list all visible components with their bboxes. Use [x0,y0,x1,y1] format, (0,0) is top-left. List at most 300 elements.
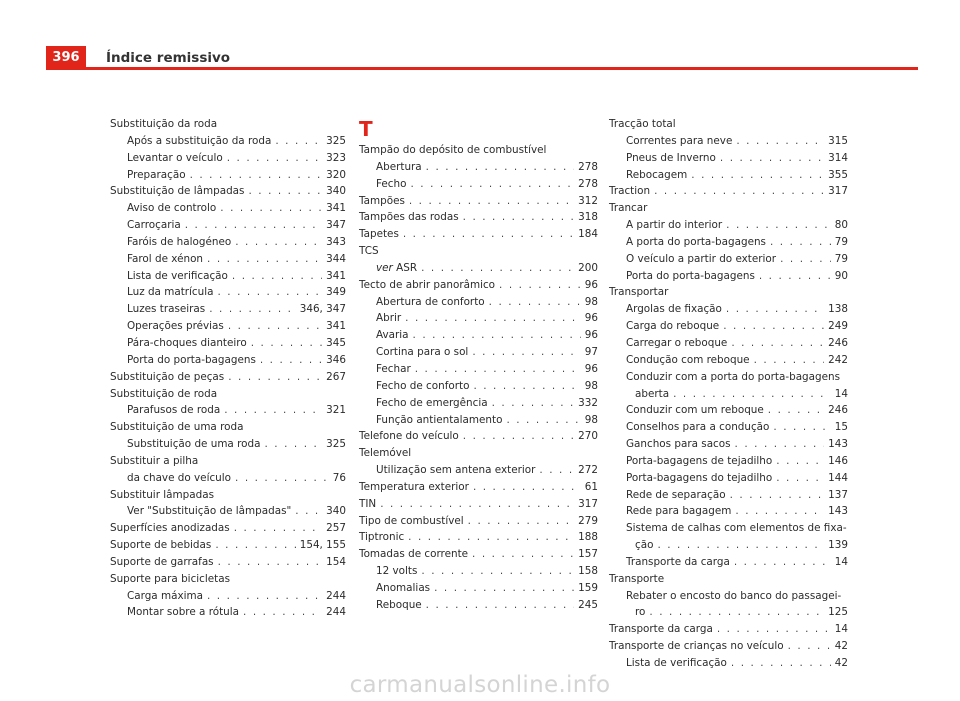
index-subentry [359,378,598,395]
dot-leader [472,546,574,563]
index-entry-label: Rede para bagagem [626,505,732,518]
dot-leader [295,503,322,520]
index-entry-label: Fechar [376,362,411,375]
dot-leader [220,200,322,217]
index-entry [110,419,346,436]
index-page-ref: 257 [326,522,346,535]
dot-leader [735,436,825,453]
index-subentry [609,402,848,419]
index-subentry [359,412,598,429]
dot-leader [539,462,574,479]
index-page-ref: 245 [578,598,598,611]
index-page-ref: 138 [828,303,848,316]
index-subentry [609,167,848,184]
index-page-ref: 146 [828,454,848,467]
index-page-ref: 343 [326,235,346,248]
index-entry-label: Carregar o reboque [626,336,728,349]
index-subentry [359,327,598,344]
index-entry [609,116,848,133]
index-page-ref: 345 [326,336,346,349]
dot-leader [215,537,295,554]
index-entry-label: Transportar [609,286,669,299]
index-entry-label: Tampão do depósito de combustível [359,144,547,156]
index-page-ref: 325 [326,438,346,451]
index-subentry [110,133,346,150]
dot-leader [415,361,581,378]
index-subentry [609,554,848,571]
index-entry-label: Rebater o encosto do banco do passagei- [626,589,842,602]
index-entry-label: Pneus de Inverno [626,151,716,164]
index-subentry [359,176,598,193]
index-entry-label: Após a substituição da roda [127,134,272,147]
index-entry-label: Fecho [376,177,407,190]
index-subentry [110,251,346,268]
index-entry [359,226,598,243]
index-subentry [110,604,346,621]
dot-leader [770,234,831,251]
index-entry-label: Suporte de garrafas [110,555,214,568]
index-entry-label: Substituição de lâmpadas [110,185,245,198]
index-entry-label: Abertura de conforto [376,295,485,308]
index-subentry [359,563,598,580]
index-entry-label: Fecho de conforto [376,379,470,392]
index-entry-label: Reboque [376,598,422,611]
index-page-ref: 184 [578,228,598,241]
index-subentry [359,462,598,479]
index-entry-label: Pára-choques dianteiro [127,336,247,349]
dot-leader [726,301,824,318]
index-subentry [609,503,848,520]
dot-leader [788,638,831,655]
index-subentry [359,310,598,327]
index-entry-text: ASR [396,261,418,274]
index-page-ref: 341 [326,269,346,282]
index-subentry [359,294,598,311]
index-entry [359,277,598,294]
index-page-ref: 315 [828,134,848,147]
index-entry [359,209,598,226]
index-entry-label: ro [635,606,646,619]
index-entry-label: Transporte da carga [626,555,730,568]
index-page-ref: 279 [578,514,598,527]
index-page-ref: 159 [578,581,598,594]
page-number: 396 [46,46,86,70]
index-entry-label: Levantar o veículo [127,151,223,164]
index-page-ref: 267 [326,370,346,383]
index-entry-label: Correntes para neve [626,134,733,147]
index-entry [359,445,598,462]
dot-leader [754,352,825,369]
index-entry-label: Conselhos para a condução [626,421,770,434]
dot-leader [426,159,574,176]
dot-leader [421,563,574,580]
index-subentry [609,520,848,537]
index-subentry [110,352,346,369]
dot-leader [463,209,575,226]
dot-leader [207,588,322,605]
index-entry-label: Operações prévias [127,320,224,333]
index-entry-label: Utilização sem antena exterior [376,464,536,477]
index-subentry [609,453,848,470]
index-page-ref: 347 [326,219,346,232]
watermark: carmanualsonline.info [349,672,611,698]
index-entry-label: Tipo de combustível [359,514,464,527]
index-subentry [359,159,598,176]
index-page-ref: 139 [828,539,848,552]
index-entry-label: Substituição da roda [110,118,218,130]
dot-leader [691,167,824,184]
index-subentry [110,470,346,487]
index-entry [609,571,848,588]
index-page-ref: 325 [326,134,346,147]
dot-leader [190,167,323,184]
index-entry-label: Carga do reboque [626,320,720,333]
index-entry-label: Conduzir com a porta do porta-bagagens [626,370,841,383]
index-page-ref: 76 [332,471,346,484]
dot-leader [408,529,574,546]
index-entry-label: Porta do porta-bagagens [127,353,256,366]
dot-leader [413,327,581,344]
index-page-ref: 144 [828,471,848,484]
index-entry-label: Luz da matrícula [127,286,214,299]
dot-leader [768,402,824,419]
index-entry-label: Porta-bagagens de tejadilho [626,454,773,467]
index-page-ref: 355 [828,168,848,181]
index-entry-label: Tampões das rodas [359,211,459,224]
index-entry [110,537,346,554]
index-entry-label: ção [635,539,654,552]
dot-leader [723,318,824,335]
index-entry [110,369,346,386]
dot-leader [405,310,581,327]
index-entry-label: Substituição de uma roda [127,438,261,451]
index-entry-label: Substituição de uma roda [110,421,244,434]
index-page-ref: 321 [326,404,346,417]
index-entry-label: Substituir lâmpadas [110,488,214,501]
dot-leader [275,133,322,150]
index-page-ref: 15 [834,421,848,434]
index-page-ref: 244 [326,589,346,602]
dot-leader [434,580,574,597]
index-subentry [609,419,848,436]
dot-leader [736,133,824,150]
index-entry-label: Carga máxima [127,589,203,602]
index-subentry [110,588,346,605]
dot-leader [499,277,581,294]
index-entry [110,453,346,470]
index-subentry [609,335,848,352]
index-page-ref: 96 [584,312,598,325]
index-page-ref: 200 [578,261,598,274]
index-entry-label: Traction [609,185,651,198]
index-entry-label: TCS [359,245,379,258]
index-subentry [609,386,848,403]
index-subentry [110,167,346,184]
index-entry-label: Superfícies anodizadas [110,522,230,535]
index-subentry [609,369,848,386]
index-page-ref: 278 [578,177,598,190]
index-entry-label: Porta-bagagens do tejadilho [626,471,773,484]
index-subentry [609,217,848,234]
index-page-ref: 246 [828,336,848,349]
index-entry-prefix: ver [376,261,393,274]
index-subentry [609,470,848,487]
index-column-2 [359,116,598,614]
index-entry [609,284,848,301]
dot-leader [463,428,574,445]
index-entry-label: Abertura [376,160,422,173]
index-column-1 [110,116,346,621]
index-subentry [110,200,346,217]
index-entry-label: Abrir [376,312,402,325]
dot-leader [209,301,296,318]
index-subentry [609,268,848,285]
index-entry-label: Transporte de crianças no veículo [609,640,784,653]
index-page-ref: 314 [828,151,848,164]
index-entry-label: Tampões [359,194,405,207]
dot-leader [731,655,831,672]
index-column-3 [609,116,848,672]
index-entry [609,200,848,217]
dot-leader [409,193,574,210]
index-page-ref: 97 [584,346,598,359]
index-entry [359,243,598,260]
index-entry-label: Porta do porta-bagagens [626,269,755,282]
index-page-ref: 341 [326,320,346,333]
index-entry-label: Suporte de bebidas [110,539,212,552]
dot-leader [235,234,322,251]
index-subentry [609,133,848,150]
dot-leader [207,251,322,268]
index-entry [609,621,848,638]
dot-leader [228,369,322,386]
index-section-letter: T [359,117,373,141]
index-page-ref: 242 [828,353,848,366]
index-page-ref: 98 [584,379,598,392]
index-entry-label: Fecho de emergência [376,396,488,409]
index-page-ref: 346, 347 [299,303,346,316]
index-entry-label: Tracção total [609,118,676,130]
dot-leader [472,344,580,361]
index-subentry [609,318,848,335]
index-entry-label: Suporte para bicicletas [110,572,231,585]
index-subentry [110,301,346,318]
index-page-ref: 332 [578,396,598,409]
index-entry-label: Anomalias [376,581,431,594]
index-page-ref: 42 [834,657,848,669]
index-page-ref: 143 [828,505,848,518]
index-page-ref: 346 [326,353,346,366]
index-entry-label: Substituir a pilha [110,454,199,467]
index-page-ref: 80 [834,219,848,232]
index-entry [359,479,598,496]
index-entry-label: Montar sobre a rótula [127,606,240,619]
dot-leader [243,604,322,621]
index-subentry [110,150,346,167]
index-entry-label [376,260,417,277]
index-entry [359,428,598,445]
dot-leader [260,352,322,369]
dot-leader [717,621,831,638]
index-subentry [609,604,848,621]
index-page-ref: 312 [578,194,598,207]
header-rule [86,67,918,70]
dot-leader [410,176,574,193]
dot-leader [227,150,322,167]
index-entry-label: Telemóvel [359,447,412,460]
index-entry [359,529,598,546]
dot-leader [473,479,581,496]
index-entry-label: Sistema de calhas com elementos de fixa- [626,522,847,535]
index-page-ref: 158 [578,565,598,578]
index-page-ref: 341 [326,202,346,215]
dot-leader [380,496,574,513]
index-subentry [110,217,346,234]
dot-leader [780,251,831,268]
index-page-ref: 278 [578,160,598,173]
index-entry [359,142,598,159]
dot-leader [734,554,831,571]
index-page-ref: 344 [326,252,346,265]
index-subentry [609,251,848,268]
index-entry-label: Luzes traseiras [127,303,206,316]
dot-leader [251,335,322,352]
dot-leader [654,183,824,200]
index-page-ref: 154 [326,555,346,568]
index-subentry [359,344,598,361]
index-entry-label: A porta do porta-bagagens [626,235,766,248]
dot-leader [776,470,824,487]
index-entry [110,520,346,537]
index-entry-label: Argolas de fixação [626,303,722,316]
dot-leader [421,260,574,277]
dot-leader [773,419,830,436]
index-page-ref: 246 [828,404,848,417]
index-entry-label: Substituição de peças [110,370,225,383]
index-entry-label: Transporte [609,572,665,585]
dot-leader [228,318,322,335]
index-entry [110,183,346,200]
dot-leader [235,470,329,487]
index-page-ref: 14 [834,387,848,400]
dot-leader [426,597,574,614]
index-entry-label: aberta [635,387,670,400]
index-subentry [110,268,346,285]
index-page-ref: 244 [326,606,346,619]
index-subentry [609,352,848,369]
index-entry-label: Ver "Substituição de lâmpadas" [127,505,292,518]
index-page-ref: 317 [578,497,598,510]
index-entry [110,487,346,504]
index-entry-label: A partir do interior [626,219,723,232]
index-subentry [609,436,848,453]
index-page-ref: 323 [326,151,346,164]
index-entry-label: da chave do veículo [127,471,232,484]
index-entry-label: Condução com reboque [626,353,750,366]
dot-leader [234,520,322,537]
index-page-ref: 98 [584,295,598,308]
page-title: Índice remissivo [106,50,231,66]
index-page-ref: 79 [834,235,848,248]
index-page-ref: 349 [326,286,346,299]
dot-leader [473,378,580,395]
index-subentry [110,503,346,520]
index-page-ref: 96 [584,329,598,342]
index-page-ref: 270 [578,430,598,443]
index-page-ref: 14 [834,623,848,636]
index-entry-label: Cortina para o sol [376,346,469,359]
index-page-ref: 14 [834,555,848,568]
index-subentry [110,234,346,251]
index-subentry [110,436,346,453]
index-page-ref: 340 [326,185,346,198]
index-entry-label: Tapetes [359,228,399,241]
index-subentry [110,318,346,335]
index-entry-label: O veículo a partir do exterior [626,252,777,265]
index-subentry [110,402,346,419]
index-entry-label: Rebocagem [626,168,688,181]
index-page-ref: 154, 155 [299,539,346,552]
dot-leader [403,226,574,243]
index-entry [110,554,346,571]
dot-leader [248,183,322,200]
index-page-ref: 79 [834,252,848,265]
dot-leader [218,284,323,301]
index-entry [609,183,848,200]
dot-leader [224,402,322,419]
index-page-ref: 61 [584,480,598,493]
dot-leader [468,513,575,530]
dot-leader [657,537,824,554]
index-entry [359,513,598,530]
index-subentry [359,260,598,277]
index-page-ref: 96 [584,362,598,375]
index-page-ref: 137 [828,488,848,501]
index-page-ref: 272 [578,464,598,477]
dot-leader [776,453,824,470]
dot-leader [673,386,831,403]
index-subentry [609,301,848,318]
index-entry [359,496,598,513]
index-page-ref: 42 [834,640,848,653]
dot-leader [649,604,824,621]
index-page-ref: 249 [828,320,848,333]
index-subentry [359,361,598,378]
dot-leader [759,268,831,285]
dot-leader [731,335,824,352]
index-page-ref: 90 [834,269,848,282]
index-page-ref: 96 [584,278,598,291]
index-entry-label: Função antientalamento [376,413,503,426]
index-subentry [609,537,848,554]
index-entry [359,546,598,563]
index-page-ref: 98 [584,413,598,426]
index-entry-label: Avaria [376,329,409,342]
index-entry-label: Parafusos de roda [127,404,221,417]
dot-leader [489,294,581,311]
index-entry-label: Lista de verificação [626,657,727,669]
index-subentry [110,284,346,301]
index-entry-label: Trancar [609,202,648,215]
dot-leader [726,217,831,234]
index-entry-label: Tomadas de corrente [359,548,469,561]
index-entry-label: 12 volts [376,565,418,578]
index-page-ref: 157 [578,548,598,561]
index-page-ref: 318 [578,211,598,224]
index-subentry [609,487,848,504]
index-subentry [110,335,346,352]
index-page-ref: 320 [326,168,346,181]
